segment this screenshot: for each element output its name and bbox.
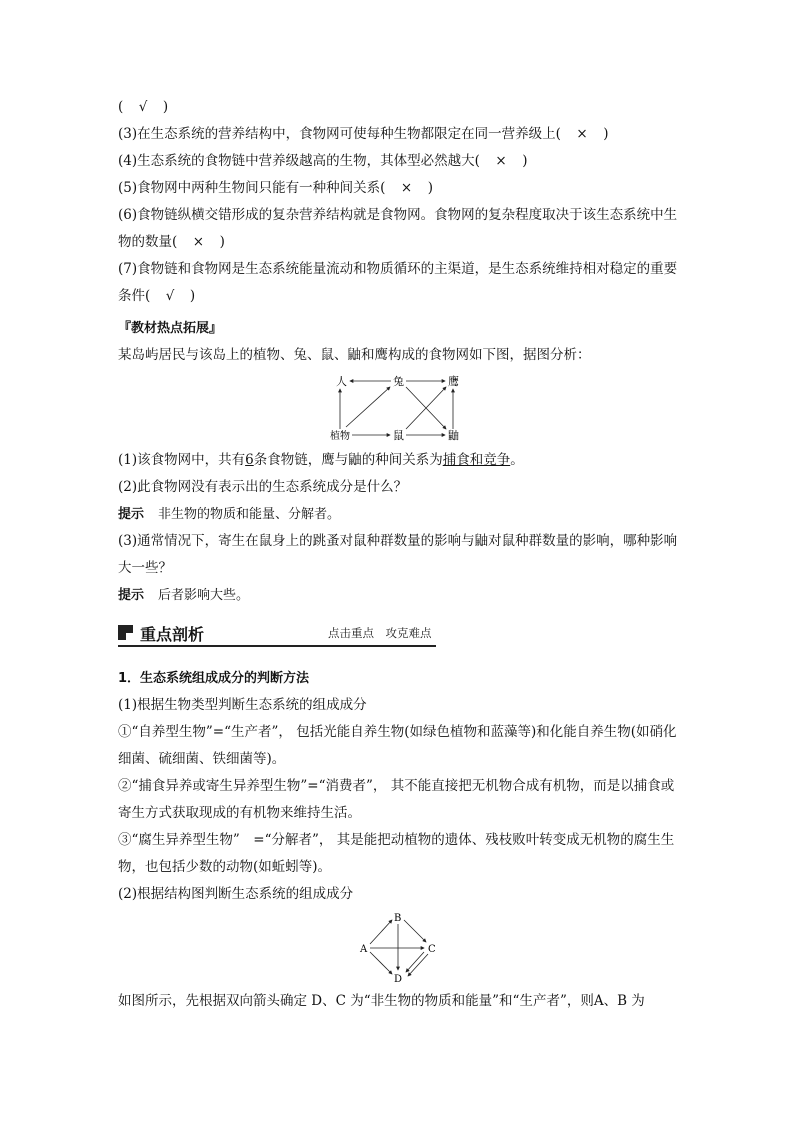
analysis-sub-2: (2)根据结构图判断生态系统的组成成分 xyxy=(118,886,354,902)
hint-2: 提示 非生物的物质和能量、分解者。 xyxy=(118,507,341,522)
node-ying: 鹰 xyxy=(448,375,459,388)
question-3: (3)通常情况下，寄生在鼠身上的跳蚤对鼠种群数量的影响与鼬对鼠种群数量的影响，哪种影响大一些？ xyxy=(118,533,678,576)
judgment-item: (6)食物链纵横交错形成的复杂营养结构就是食物网。食物网的复杂程度取决于该生态系统中生物的数量( × ) xyxy=(118,202,678,256)
cross-mark: × xyxy=(192,234,205,250)
ecosystem-structure-diagram xyxy=(358,912,438,984)
hint-label: 提示 xyxy=(118,588,145,603)
section-square-icon xyxy=(118,625,133,640)
cross-mark: × xyxy=(576,126,588,142)
question-2: (2)此食物网没有表示出的生态系统成分是什么？ xyxy=(118,479,408,495)
document-page xyxy=(118,94,678,1015)
check-mark: √ xyxy=(165,288,175,304)
node-d: D xyxy=(394,974,403,984)
node-zhiwu: 植物 xyxy=(330,431,350,442)
judgment-item: (7)食物链和食物网是生态系统能量流动和物质循环的主渠道，是生态系统维持相对稳定的重要条件( √ ) xyxy=(118,256,678,310)
food-web-diagram xyxy=(328,373,468,443)
node-tu: 兔 xyxy=(393,375,404,388)
hint-3: 提示 后者影响大些。 xyxy=(118,588,250,603)
analysis-para-2: ②“捕食异养或寄生异养型生物”=“消费者”， 其不能直接把无机物合成有机物，而是以捕食或寄生方式获取现成的有机物来维持生活。 xyxy=(118,778,675,821)
answer-count: 6 xyxy=(245,452,254,468)
node-b: B xyxy=(394,913,402,924)
focus-title: 重点剖析 xyxy=(140,625,205,644)
node-you: 鼬 xyxy=(448,429,459,442)
analysis-para-1: ①“自养型生物”=“生产者”， 包括光能自养生物(如绿色植物和蓝藻等)和化能自养生物(如硝化细菌、硫细菌、铁细菌等)。 xyxy=(118,724,677,767)
judgment-item: (5)食物网中两种生物间只能有一种种间关系( × ) xyxy=(118,175,678,202)
judgment-item: ( √ ) xyxy=(118,94,678,121)
analysis-sub-1: (1)根据生物类型判断生态系统的组成成分 xyxy=(118,697,367,713)
section-title-extension: 『教材热点拓展』 xyxy=(118,321,223,336)
header-rule xyxy=(118,645,436,647)
analysis-para-3: ③“腐生异养型生物” =“分解者”， 其是能把动植物的遗体、残枝败叶转变成无机物的腐生生物，也包括少数的动物(如蚯蚓等)。 xyxy=(118,832,675,875)
hint-label: 提示 xyxy=(118,507,145,522)
answer-relation: 捕食和竞争 xyxy=(442,452,511,468)
focus-header xyxy=(118,621,678,647)
node-shu: 鼠 xyxy=(393,429,404,442)
cross-mark: × xyxy=(400,180,413,196)
node-a: A xyxy=(360,944,368,955)
node-ren: 人 xyxy=(336,375,347,388)
extension-intro: 某岛屿居民与该岛上的植物、兔、鼠、鼬和鹰构成的食物网如下图，据图分析： xyxy=(118,347,591,363)
question-1: (1)该食物网中，共有6条食物链，鹰与鼬的种间关系为捕食和竞争。 xyxy=(118,452,524,468)
node-c: C xyxy=(428,944,436,955)
analysis-heading: 1．生态系统组成成分的判断方法 xyxy=(118,671,310,686)
check-mark: √ xyxy=(138,99,148,115)
judgment-item: (4)生态系统的食物链中营养级越高的生物，其体型必然越大( × ) xyxy=(118,148,678,175)
judgment-item: (3)在生态系统的营养结构中，食物网可使每种生物都限定在同一营养级上( × ) xyxy=(118,121,678,148)
focus-subtitle: 点击重点 攻克难点 xyxy=(328,626,432,640)
cross-mark: × xyxy=(495,153,507,169)
analysis-para-4: 如图所示，先根据双向箭头确定 D、C 为“非生物的物质和能量”和“生产者”，则A、B 为 xyxy=(118,993,645,1009)
